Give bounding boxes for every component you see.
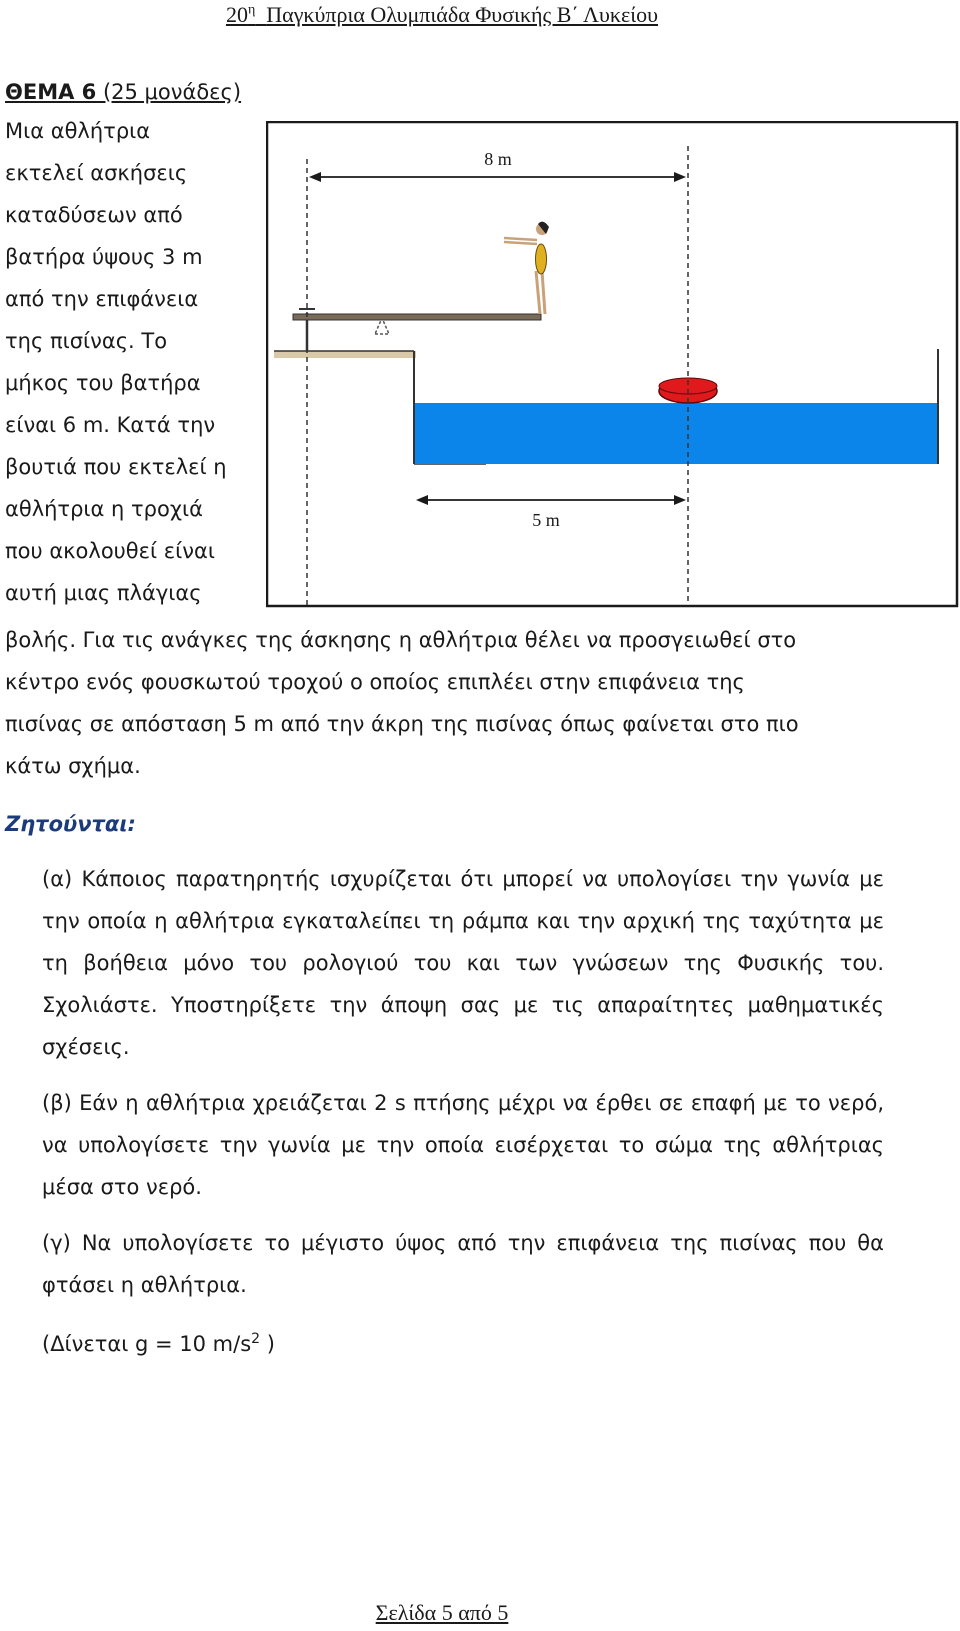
text-line: πισίνας σε απόσταση 5 m από την άκρη της πισίνας όπως φαίνεται στο πιο <box>5 712 799 736</box>
problem-heading <box>5 71 241 113</box>
requested-label: Ζητούνται: <box>5 812 136 836</box>
intro-line: βουτιά που εκτελεί η <box>5 455 227 479</box>
intro-line: είναι 6 m. Κατά την <box>5 413 216 437</box>
intro-line: της πισίνας. Το <box>5 329 168 353</box>
diving-figure <box>266 121 960 609</box>
label-5m: 5 m <box>532 510 560 530</box>
intro-line: μήκος του βατήρα <box>5 371 201 395</box>
pool-deck <box>274 351 416 358</box>
continued-text <box>5 619 799 787</box>
question-a: (α) Κάποιος παρατηρητής ισχυρίζεται ότι μπορεί να υπολογίσει την γωνία με την οποία η αθλήτρια εγκαταλείπει τη ράμπα και την αρχική της ταχύτητα με τη βοήθεια μόνο του ρολογιού του και των γνώσεων της Φυσικής του. Σχολιάστε. Υποστηρίξετε την άποψη σας με τις απαραίτητες μαθηματικές σχέσεις. <box>42 867 884 1059</box>
intro-line: από την επιφάνεια <box>5 287 199 311</box>
given-exponent: 2 <box>251 1331 261 1347</box>
given-suffix: ) <box>260 1332 275 1356</box>
text-line: κάτω σχήμα. <box>5 754 141 778</box>
page-footer: Σελίδα 5 από 5 <box>375 1600 509 1625</box>
intro-line: που ακολουθεί είναι <box>5 539 215 563</box>
text-line: βολής. Για τις ανάγκες της άσκησης η αθλήτρια θέλει να προσγειωθεί στο <box>5 628 797 652</box>
problem-number: ΘΕΜΑ 6 <box>5 80 97 104</box>
intro-line: εκτελεί ασκήσεις <box>5 161 188 185</box>
text-line: κέντρο ενός φουσκωτού τροχού ο οποίος επιπλέει στην επιφάνεια της <box>5 670 745 694</box>
intro-line: αθλήτρια η τροχιά <box>5 497 203 521</box>
header-ordinal: 20 <box>225 2 248 27</box>
diving-board <box>293 314 541 320</box>
header-ordinal-suffix: η <box>247 2 256 18</box>
question-b: (β) Εάν η αθλήτρια χρειάζεται 2 s πτήσης μέχρι να έρθει σε επαφή με το νερό, να υπολογίσετε την γωνία με την οποία εισέρχεται το σώμα της αθλήτριας μέσα στο νερό. <box>42 1091 884 1199</box>
intro-line: Μια αθλήτρια <box>5 119 151 143</box>
intro-text <box>5 110 227 614</box>
intro-line: αυτή μιας πλάγιας <box>5 581 202 605</box>
intro-line: καταδύσεων από <box>5 203 183 227</box>
pool-water <box>415 403 937 464</box>
intro-line: βατήρα ύψους 3 m <box>5 245 203 269</box>
question-c: (γ) Να υπολογίσετε το μέγιστο ύψος από την επιφάνεια της πισίνας που θα φτάσει η αθλήτρια. <box>42 1231 884 1297</box>
given-gravity <box>42 1323 275 1365</box>
figure-frame <box>267 122 957 606</box>
given-prefix: (Δίνεται g = 10 m/s <box>42 1332 252 1356</box>
label-8m: 8 m <box>484 149 512 169</box>
problem-points: (25 μονάδες) <box>96 80 242 104</box>
header-title: Παγκύπρια Ολυμπιάδα Φυσικής Β΄ Λυκείου <box>266 2 659 27</box>
page-header <box>0 2 884 28</box>
